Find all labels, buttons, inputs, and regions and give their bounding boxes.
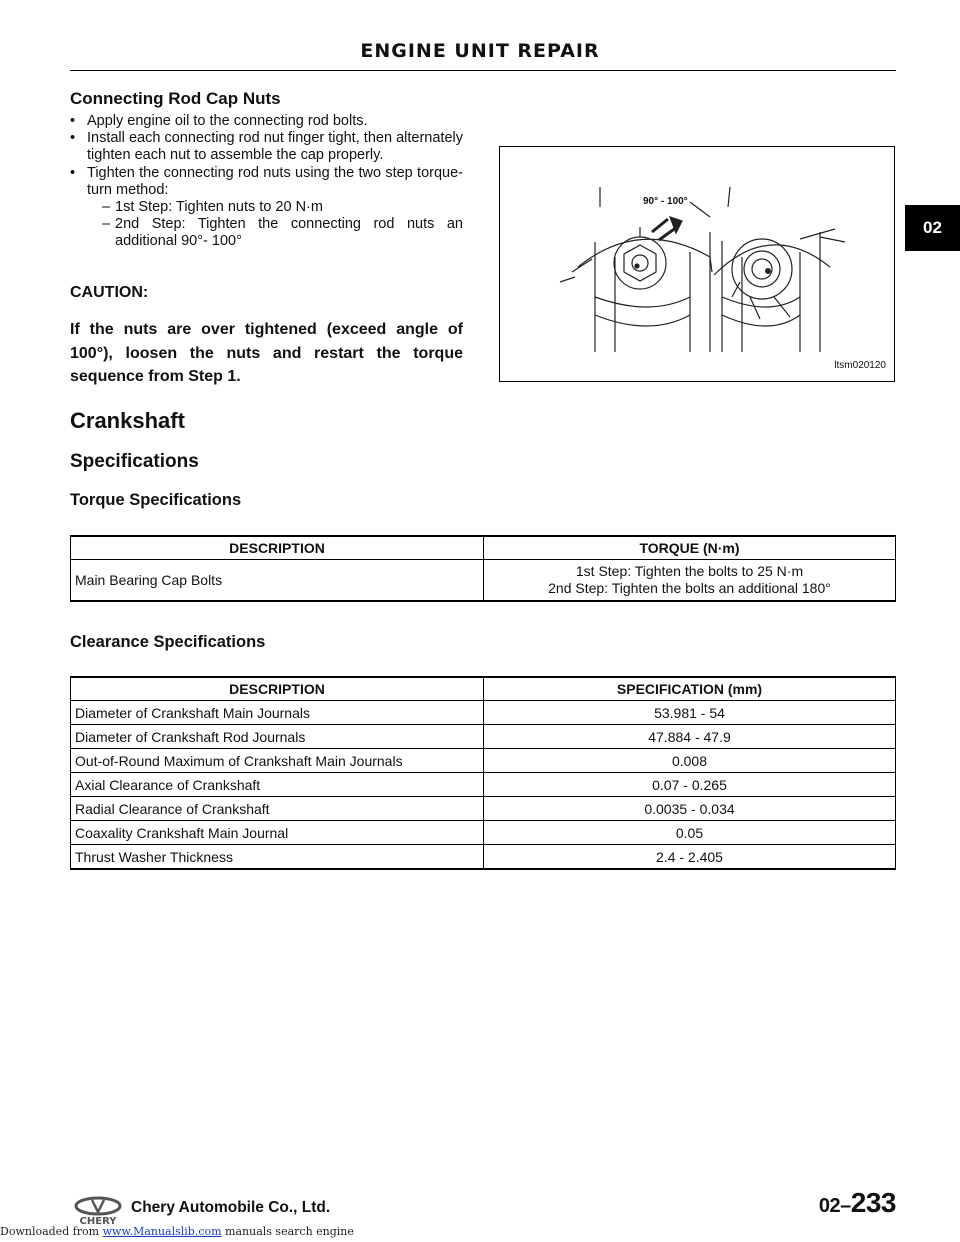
table-cell-value: 2.4 - 2.405 [484, 845, 896, 870]
step-text: 2nd Step: Tighten the connecting rod nuts an additional 90°- 100° [115, 216, 463, 250]
logo-text: CHERY [79, 1216, 117, 1226]
table-cell-description: Thrust Washer Thickness [71, 845, 484, 870]
column-header: DESCRIPTION [71, 536, 484, 560]
table-cell-description: Main Bearing Cap Bolts [71, 560, 484, 602]
bullet-text: Tighten the connecting rod nuts using the two step torque-turn method: [87, 164, 463, 198]
torque-angle-figure [499, 146, 895, 382]
value-line: 1st Step: Tighten the bolts to 25 N·m [575, 563, 804, 579]
table-row [71, 821, 896, 845]
column-header: TORQUE (N·m) [484, 536, 896, 560]
clearance-spec-table [70, 676, 896, 870]
torque-spec-table [70, 535, 896, 602]
manualslib-link[interactable]: www.Manualslib.com [102, 1225, 222, 1238]
bullet-text: Install each connecting rod nut finger tight, then alternately tighten each nut to assemble the cap properly. [87, 130, 463, 164]
crankshaft-heading: Crankshaft [70, 408, 185, 433]
figure-angle-label: 90° - 100° [643, 196, 688, 207]
table-cell-description: Radial Clearance of Crankshaft [71, 797, 484, 821]
connecting-rod-illustration [500, 147, 896, 383]
table-cell-value: 0.0035 - 0.034 [484, 797, 896, 821]
page-number [819, 1187, 896, 1219]
specifications-heading: Specifications [70, 451, 199, 472]
bullet-icon: • [70, 130, 76, 147]
step-item [70, 199, 463, 216]
dash-icon: – [102, 199, 111, 216]
table-cell-description: Axial Clearance of Crankshaft [71, 773, 484, 797]
table-cell-description: Out-of-Round Maximum of Crankshaft Main Journals [71, 749, 484, 773]
table-row [71, 845, 896, 870]
step-item [70, 216, 463, 250]
dash-icon: – [102, 216, 111, 233]
figure-id: ltsm020120 [834, 360, 886, 371]
table-row [71, 701, 896, 725]
table-row [71, 749, 896, 773]
column-header: DESCRIPTION [71, 677, 484, 701]
table-row [71, 773, 896, 797]
bullet-text: Apply engine oil to the connecting rod bolts. [87, 113, 368, 129]
list-item [70, 113, 463, 130]
clearance-spec-heading: Clearance Specifications [70, 633, 266, 651]
table-row [71, 725, 896, 749]
bullet-icon: • [70, 164, 76, 181]
column-header: SPECIFICATION (mm) [484, 677, 896, 701]
step-text: 1st Step: Tighten nuts to 20 N·m [115, 199, 323, 216]
rod-cap-heading: Connecting Rod Cap Nuts [70, 89, 281, 108]
table-cell-value [484, 560, 896, 602]
page-prefix: 02– [818, 1195, 851, 1217]
table-cell-value: 47.884 - 47.9 [484, 725, 896, 749]
table-cell-description: Coaxality Crankshaft Main Journal [71, 821, 484, 845]
download-prefix: Downloaded from [0, 1225, 100, 1238]
table-row [71, 797, 896, 821]
table-cell-value: 0.05 [484, 821, 896, 845]
header-divider [70, 70, 896, 71]
section-tab: 02 [905, 205, 960, 251]
value-line: 2nd Step: Tighten the bolts an additional 180° [548, 580, 831, 596]
table-cell-description: Diameter of Crankshaft Rod Journals [71, 725, 484, 749]
list-item [70, 130, 463, 164]
header-title: ENGINE UNIT REPAIR [360, 40, 600, 62]
table-row [71, 560, 896, 602]
table-cell-value: 0.07 - 0.265 [484, 773, 896, 797]
caution-text: If the nuts are over tightened (exceed angle of 100°), loosen the nuts and restart the torque sequence from Step 1. [70, 321, 463, 385]
download-suffix: manuals search engine [221, 1225, 354, 1238]
rod-cap-instructions [70, 113, 463, 251]
bullet-icon: • [70, 113, 76, 129]
table-header-row [71, 536, 896, 560]
table-cell-description: Diameter of Crankshaft Main Journals [71, 701, 484, 725]
table-cell-value: 0.008 [484, 749, 896, 773]
torque-spec-heading: Torque Specifications [70, 491, 242, 509]
caution-heading: CAUTION: [70, 284, 149, 301]
page-number-value: 233 [850, 1187, 896, 1218]
table-header-row [71, 677, 896, 701]
list-item [70, 165, 463, 199]
chery-logo [72, 1196, 126, 1226]
company-name: Chery Automobile Co., Ltd. [131, 1199, 331, 1216]
table-cell-value: 53.981 - 54 [484, 701, 896, 725]
download-notice [0, 1225, 354, 1238]
